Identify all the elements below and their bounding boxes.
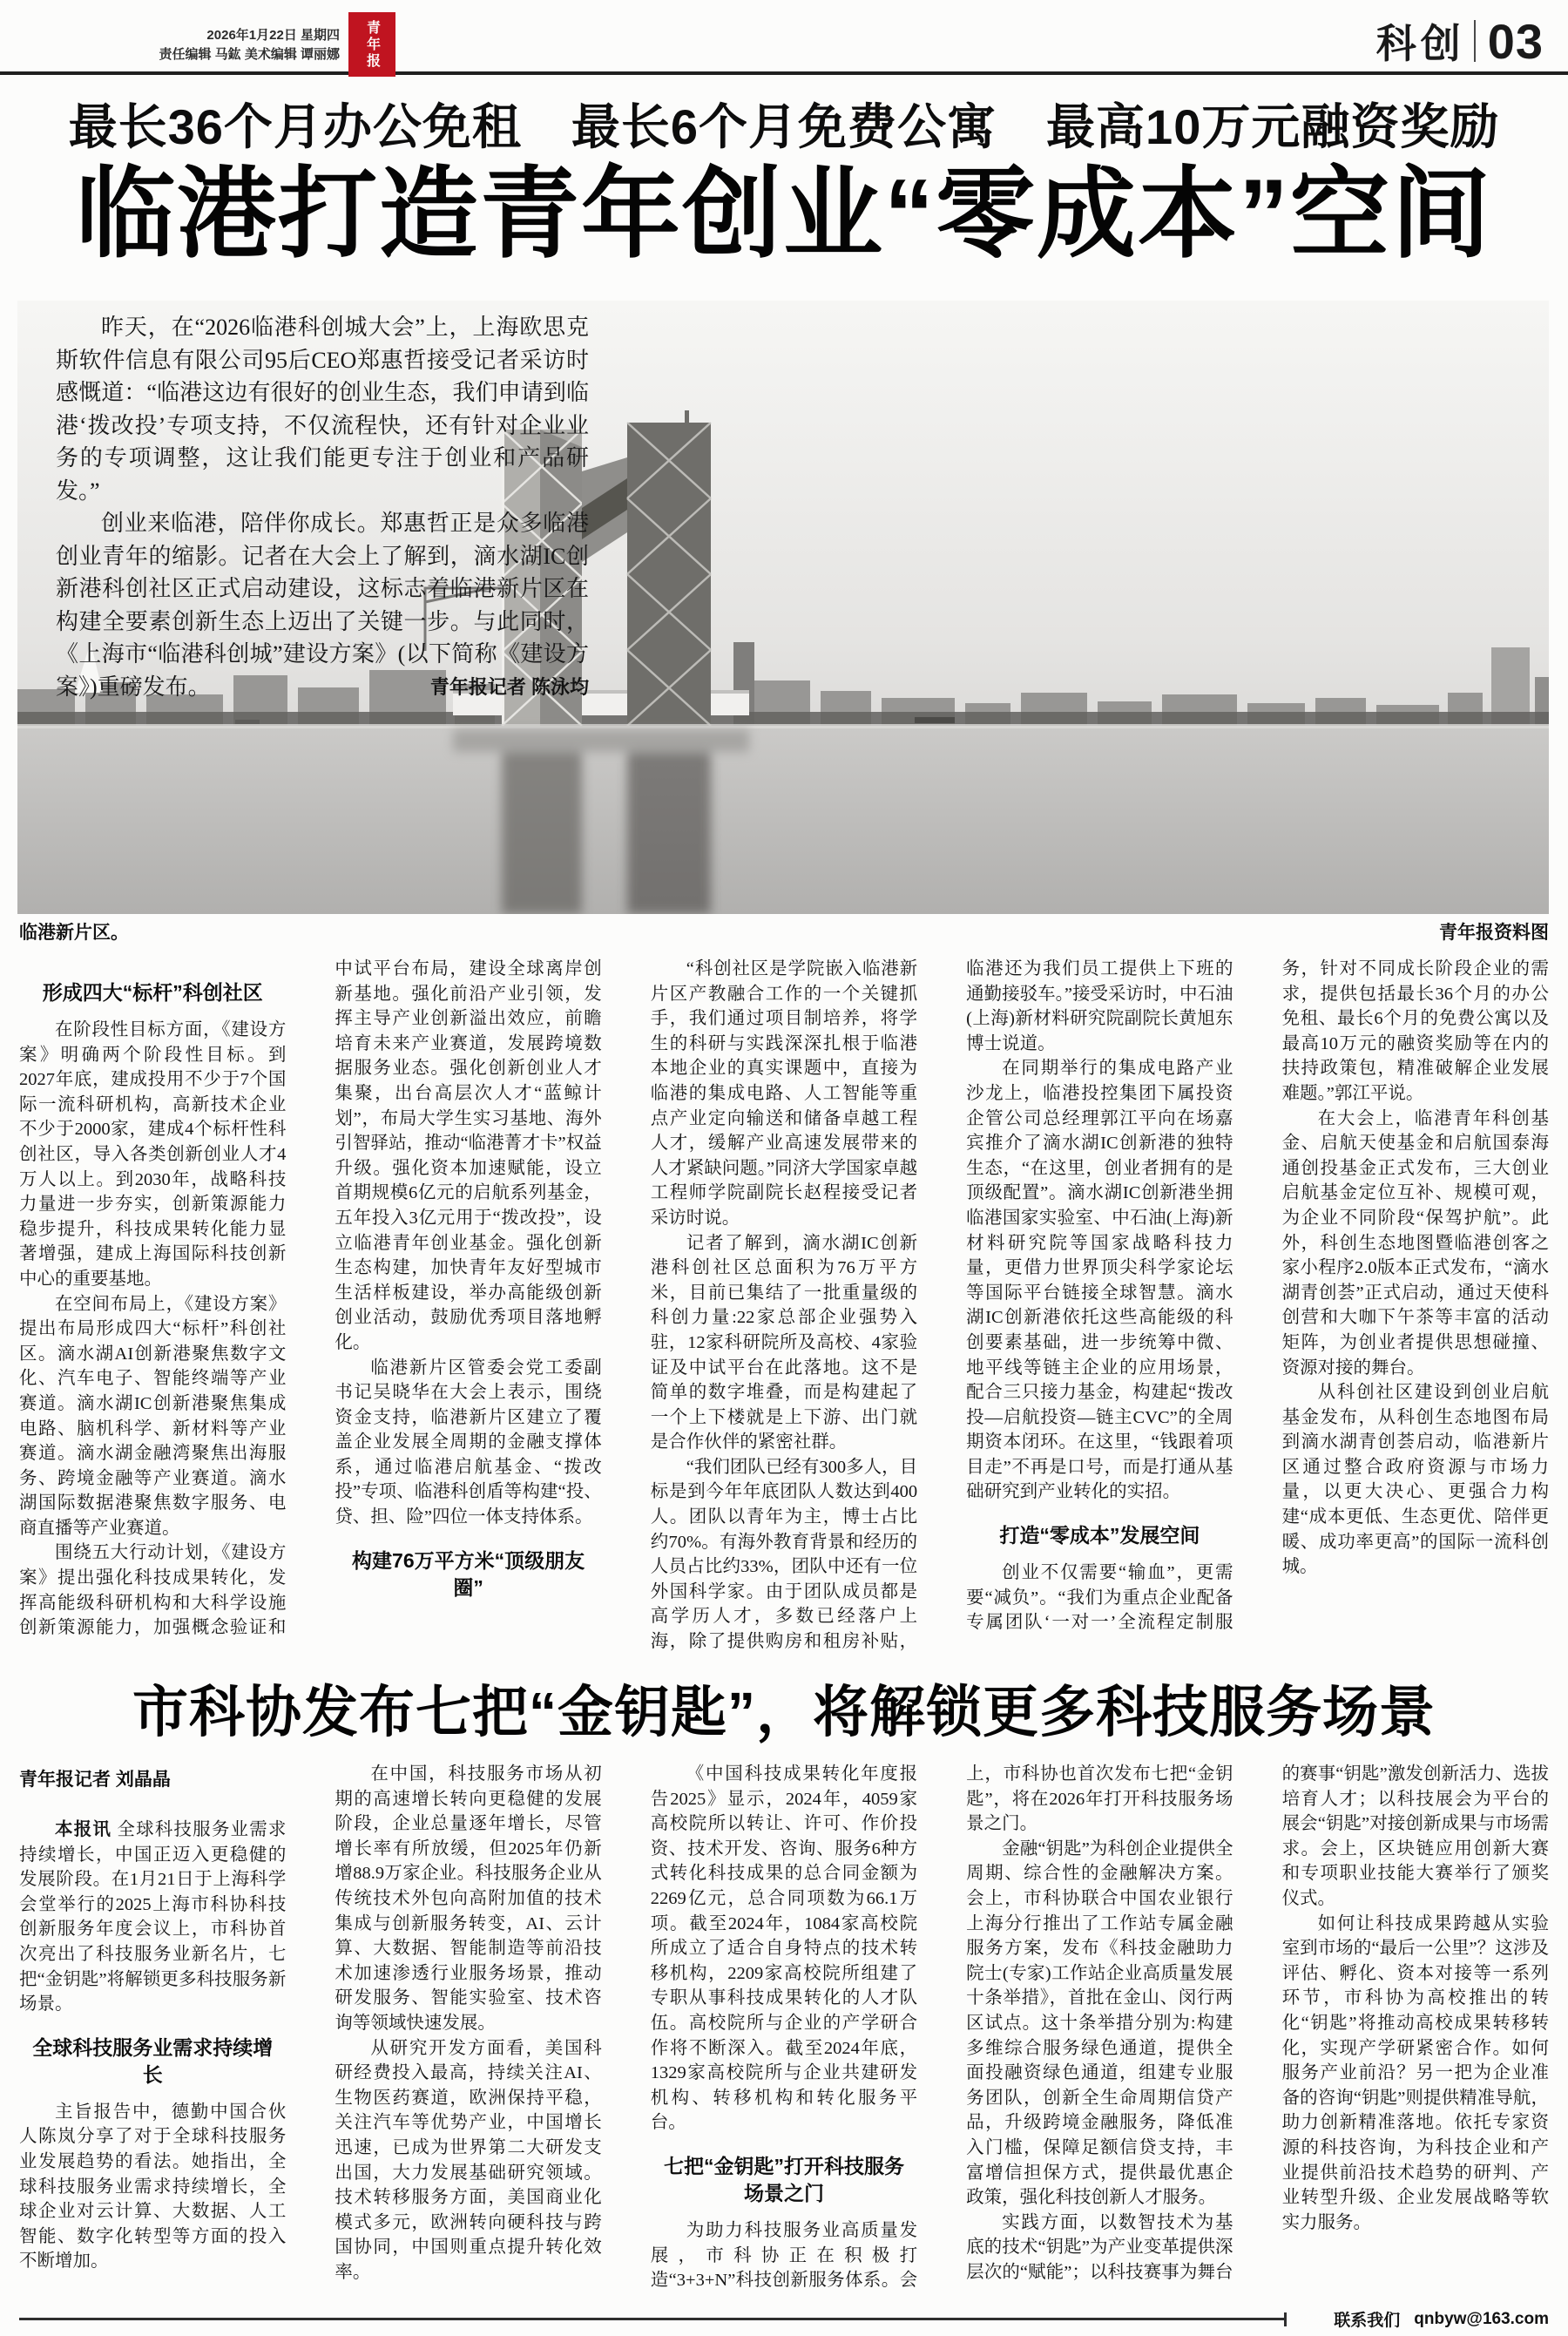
section-name: 科创 [1375,21,1465,66]
article-paragraph: “科创社区是学院嵌入临港新片区产教融合工作的一个关键抓手，我们通过项目制培养，将学生的科研与实践深深扎根于临港本地企业的真实课题中，直接为临港的集成电路、人工智能等重点产业定向输送和储备卓越工程人才，缓解产业高速发展带来的人才紧缺问题。”同济大学国家卓越工程师学院副院长赵程接受记者采访时说。 [650,959,918,1228]
second-headline: 市科协发布七把“金钥匙”，将解锁更多科技服务场景 [132,1681,1436,1744]
article-paragraph: 在空间布局上，《建设方案》提出布局形成四大“标杆”科创社区。滴水湖AI创新港聚焦数字文化、汽车电子、智能终端等产业赛道。滴水湖IC创新港聚焦集成电路、脑机科学、新材料等产业赛道。滴水湖金融湾聚焦出海服务、跨境金融等产业赛道。滴水湖国际数据港聚焦数字服务、电商直播等产业赛道。 [19,1294,287,1538]
masthead [0,0,1568,75]
article-paragraph: 主旨报告中，德勤中国合伙人陈岚分享了对于全球科技服务业发展趋势的看法。她指出，全球科技服务业需求持续增长，全球企业对云计算、大数据、人工智能、数字化转型等方面的投入不断增加。 [19,2102,287,2272]
article-paragraph: 从科创社区建设到创业启航基金发布，从科创生态地图布局到滴水湖青创荟启动，临港新片区通过整合政府资源与市场力量，以更大决心、更强合力构建“成本更低、生态更优、陪伴更暖、成功率更高”的国际一流科创城。 [1281,1383,1549,1577]
article-paragraph: 《中国科技成果转化年度报告2025》显示，2024年，4059家高校院所以转让、许可、作价投资、技术开发、咨询、服务6种方式转化科技成果的总合同金额为2269亿元，总合同项数为66.1万项。截至2024年，1084家高校院所成立了适合自身特点的技术转移机构，2209家高校院所组建了专职从事科技成果转化的人才队伍。高校院所与企业的产学研合作将不断深入。截至2024年底，1329家高校院所与企业共建研发机构、转移机构和转化服务平台。 [650,1764,918,2133]
lead-byline: 青年报记者 陈泳均 [429,675,589,698]
contact-label: 联系我们 [1334,2312,1401,2330]
section-block [1376,12,1544,70]
article-subhead: 构建76万平方米“顶级朋友圈” [352,1548,585,1599]
contact-email: qnbyw@163.com [1414,2309,1549,2328]
issue-date: 2026年1月22日 星期四 [206,28,340,43]
article-paragraph: 金融“钥匙”为科创企业提供全周期、综合性的金融解决方案。会上，市科协联合中国农业银行上海分行推出了工作站专属金融服务方案，发布《科技金融助力院士(专家)工作站企业高质量发展十条举措》，首批在金山、闵行两区试点。这十条举措分别为:构建多维综合服务绿色通道，提供全面投融资绿色通道，组建专业服务团队，创新全生命周期信贷产品，升级跨境金融服务，降低准入门槛，保障足额信贷支持，丰富增信担保方式，提供最优惠企政策，强化科技创新人才服务。 [966,1838,1233,2208]
photo-caption: 临港新片区。 [19,923,129,943]
article-paragraph: 从研究开发方面看，美国科研经费投入最高，持续关注AI、生物医药赛道，欧洲保持平稳，关注汽车等优势产业，中国增长迅速，已成为世界第二大研发支出国，大力发展基础研究领域。技术转移服务方面，美国商业化模式多元，欧洲转向硬科技与跨国协同，中国则重点提升转化效率。 [335,2038,602,2282]
lead-photo [17,301,1549,914]
editors-line: 责任编辑 马鈜 美术编辑 谭丽娜 [159,47,340,62]
footer-rule [19,2318,1284,2320]
article-paragraph: 昨天，在“2026临港科创城大会”上，上海欧思克斯软件信息有限公司95后CEO郑惠哲接受记者采访时感慨道：“临港这边有很好的创业生态，我们申请到临港‘拨改投’专项支持，不仅流程快，还有针对企业业务的专项调整，这让我们能更专注于创业和产品研发。” [56,315,589,504]
lead-headline: 临港打造青年创业“零成本”空间 [75,159,1492,270]
article-byline: 青年报记者 刘晶晶 [19,1770,171,1790]
article-paragraph: “我们团队已经有300多人，目标是到今年年底团队人数达到400人。团队以青年为主，博士占比约70%。有海外教育背景和经历的人员占比约33%，团队中还有一位外国科学家。由于团队成员都是高学历人才，多数已经落户上海，除了提供购房和租房补贴，临港还为我们员工提供上下班的通勤接驳车。”接受采访时，中石油(上海)新材料研究院副院长黄旭东博士说道。 [650,959,1233,1652]
article-subhead: 七把“金钥匙”打开科技服务场景之门 [663,2154,904,2204]
article-paragraph: 创业不仅需要“输血”，更需要“减负”。“我们为重点企业配备专属团队‘一对一’全流程定制服务，针对不同成长阶段企业的需求，提供包括最长36个月的办公免租、最长6个月的免费公寓以及最高10万元的融资奖励等在内的扶持政策包，精准破解企业发展难题。”郭江平说。 [966,959,1549,1633]
paper-logo [348,12,395,77]
lead-intro-paragraphs [56,311,589,703]
article-subhead: 形成四大“标杆”科创社区 [42,981,263,1004]
article-paragraph: 实践方面，以数智技术为基底的技术“钥匙”为产业变革提供深层次的“赋能”；以科技赛事为舞台的赛事“钥匙”激发创新活力、选拔培育人才；以科技展会为平台的展会“钥匙”对接创新成果与市场需求。会上，区块链应用创新大赛和专项职业技能大赛举行了颁奖仪式。 [966,1764,1549,2282]
article-subhead: 全球科技服务业需求持续增长 [32,2035,274,2086]
second-article-body [19,1762,1549,2309]
article-paragraph: 在同期举行的集成电路产业沙龙上，临港投控集团下属投资企管公司总经理郭江平向在场嘉宾推介了滴水湖IC创新港的独特生态，“在这里，创业者拥有的是顶级配置”。滴水湖IC创新港坐拥临港国家实验室、中石油(上海)新材料研究院等国家战略科技力量，更借力世界顶尖科学家论坛等国际平台链接全球智慧。滴水湖IC创新港依托这些高能级的科创要素基础，进一步统筹中微、地平线等链主企业的应用场景，配合三只接力基金，构建起“拨改投—启航投资—链主CVC”的全周期资本闭环。在这里，“钱跟着项目走”不再是口号，而是打通从基础研究到产业转化的实招。 [966,1059,1233,1502]
article-paragraph: 在中国，科技服务市场从初期的高速增长转向更稳健的发展阶段，企业总量逐年增长，尽管增长率有所放缓，但2025年仍新增88.9万家企业。科技服务企业从传统技术外包向高附加值的技术集成与创新服务转变，AI、云计算、大数据、智能制造等前沿技术加速渗透行业服务场景，推动研发服务、智能实验室、技术咨询等领域快速发展。 [335,1764,602,2033]
article-paragraph: 在大会上，临港青年科创基金、启航天使基金和启航国泰海通创投基金正式发布，三大创业启航基金定位互补、规模可观，为企业不同阶段“保驾护航”。此外，科创生态地图暨临港创客之家小程序2.0版本正式发布，“滴水湖青创荟”正式启动，通过天使科创营和大咖下午茶等丰富的活动矩阵，为创业者提供思想碰撞、资源对接的舞台。 [1281,1108,1549,1378]
article-paragraph: 围绕五大行动计划，《建设方案》提出强化科技成果转化，发挥高能级科研机构和大科学设施创新策源能力，加强概念验证和中试平台布局，建设全球离岸创新基地。强化前沿产业引领，发挥主导产业创新溢出效应，前瞻培育未来产业赛道，发展跨境数据服务业态。强化创新创业人才集聚，出台高层次人才“蓝鲸计划”，布局大学生实习基地、海外引智驿站，推动“临港菁才卡”权益升级。强化资本加速赋能，设立首期规模6亿元的启航系列基金，五年投入3亿元用于“拨改投”，设立临港青年创业基金。强化创新生态构建，加快青年友好型城市生活样板建设，举办高能级创新创业活动，鼓励优秀项目落地孵化。 [19,959,602,1638]
section-divider [1474,20,1476,62]
masthead-meta [51,26,340,64]
lead-article-body [19,957,1549,1659]
lead-kicker: 最长36个月办公免租 最长6个月免费公寓 最高10万元融资奖励 [68,99,1500,154]
article-paragraph: 临港新片区管委会党工委副书记吴晓华在大会上表示，围绕资金支持，临港新片区建立了覆盖企业发展全周期的金融支撑体系，通过临港启航基金、“拨改投”专项、临港科创盾等构建“投、贷、担、险”四位一体支持体系。 [335,1358,602,1527]
article-subhead: 打造“零成本”发展空间 [999,1524,1200,1547]
lead-intro [56,311,589,703]
photo-caption-row [19,918,1549,945]
photo-credit: 青年报资料图 [1439,923,1549,943]
article-paragraph: 记者了解到，滴水湖IC创新港科创社区总面积为76万平方米，目前已集结了一批重量级的科创力量:22家总部企业强势入驻，12家科研院所及高校、4家验证及中试平台在此落地。这不是简单的数字堆叠，而是构建起了一个上下楼就是上下游、出门就是合作伙伴的紧密社群。 [650,1233,918,1452]
article-paragraph: 在阶段性目标方面，《建设方案》明确两个阶段性目标。到2027年底，建成投用不少于7个国际一流科研机构，高新技术企业不少于2000家，建成4个标杆性科创社区，导入各类创新创业人才4万人以上。到2030年，战略科技力量进一步夯实，创新策源能力稳步提升，科技成果转化能力显著增强，建成上海国际科技创新中心的重要基地。 [19,1020,287,1289]
article-paragraph: 创业来临港，陪伴你成长。郑惠哲正是众多临港创业青年的缩影。记者在大会上了解到，滴水湖IC创新港科创社区正式启动建设，这标志着临港新片区在构建全要素创新生态上迈出了关键一步。与此同时，《上海市“临港科创城”建设方案》(以下简称《建设方案》)重磅发布。 [56,511,589,700]
page-number: 03 [1487,13,1544,69]
article-paragraph: 如何让科技成果跨越从实验室到市场的“最后一公里”？这涉及评估、孵化、资本对接等一系列环节，市科协为高校推出的转化“钥匙”将推动高校成果转移转化，实现产学研紧密合作。如何服务产业前沿？另一把为企业准备的咨询“钥匙”则提供精准导航，助力创新精准落地。依托专家资源的科技咨询，为科技企业和产业提供前沿技术趋势的研判、产业转型升级、企业发展战略等软实力服务。 [1281,1913,1549,2232]
paper-logo-text: 青年报 [364,19,380,70]
footer [19,2307,1549,2331]
footer-rule-tick [1284,2312,1287,2326]
article-paragraph: 为助力科技服务业高质量发展，市科协正在积极打造“3+3+N”科技创新服务体系。会上，市科协也首次发布七把“金钥匙”，将在2026年打开科技服务场景之门。 [650,1764,1233,2291]
article-paragraph: 本报讯 全球科技服务业需求持续增长，中国正迈入更稳健的发展阶段。在1月21日于上海科学会堂举行的2025上海市科协科技创新服务年度会议上，市科协首次亮出了科技服务业新名片，七把“金钥匙”将解锁更多科技服务新场景。 [19,1819,287,2014]
